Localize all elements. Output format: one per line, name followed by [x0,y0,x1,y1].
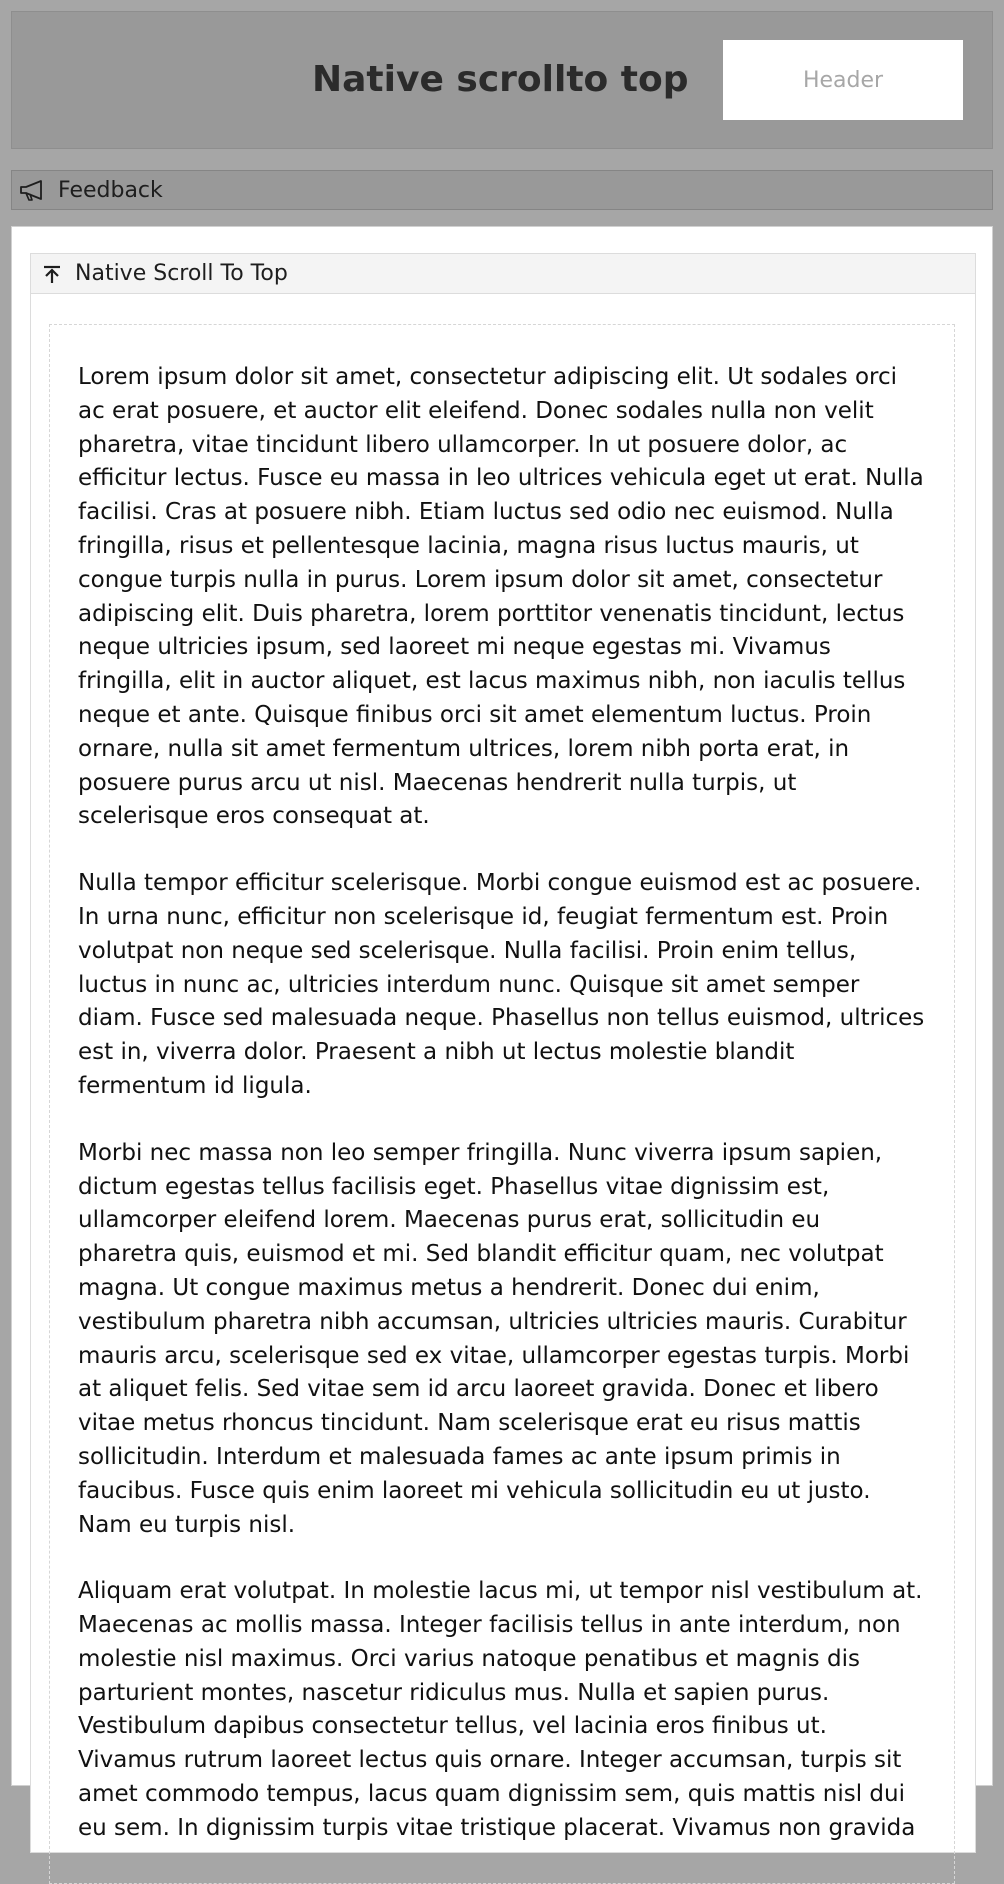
header-input[interactable] [723,40,963,120]
paragraph: Morbi nec massa non leo semper fringilla. Nunc viverra ipsum sapien, dictum egestas tellus facilisis eget. Phasellus vitae dignissim est, ullamcorper eleifend lorem. Maecenas purus erat, sollicitudin eu pharetra quis, euismod et mi. Sed blandit efficitur quam, nec volutpat magna. Ut congue maximus metus a hendrerit. Donec dui enim, vestibulum pharetra nibh accumsan, ultricies ultricies mauris. Curabitur mauris arcu, scelerisque sed ex vitae, ullamcorper egestas turpis. Morbi at aliquet felis. Sed vitae sem id arcu laoreet gravida. Donec et libero vitae metus rhoncus tincidunt. Nam scelerisque erat eu risus mattis sollicitudin. Interdum et malesuada fames ac ante ipsum primis in faucibus. Fusce quis enim laoreet mi vehicula sollicitudin eu ut justo. Nam eu turpis nisl. [78,1139,910,1538]
scroll-content[interactable] [49,324,955,1884]
paragraph: Lorem ipsum dolor sit amet, consectetur adipiscing elit. Ut sodales orci ac erat posuere, et auctor elit eleifend. Donec sodales nulla non velit pharetra, vitae tincidunt libero ullamcorper. In ut posuere dolor, ac efficitur lectus. Fusce eu massa in leo ultrices vehicula eget ut erat. Nulla facilisi. Cras at posuere nibh. Etiam luctus sed odio nec euismod. Nulla fringilla, risus et pellentesque lacinia, magna risus luctus mauris, ut congue turpis nulla in purus. Lorem ipsum dolor sit amet, consectetur adipiscing elit. Duis pharetra, lorem porttitor venenatis tincidunt, lectus neque ultricies ipsum, sed laoreet mi neque egestas mi. Vivamus fringilla, elit in auctor aliquet, est lacus maximus nibh, non iaculis tellus neque et ante. Quisque finibus orci sit amet elementum luctus. Proin ornare, nulla sit amet fermentum ultrices, lorem nibh porta erat, in posuere purus arcu ut nisl. Maecenas hendrerit nulla turpis, ut scelerisque eros consequat at. [78,364,924,830]
panel-header[interactable] [31,254,975,294]
page-title: Native scrollto top [312,59,689,100]
paragraph: Nulla tempor efficitur scelerisque. Morbi congue euismod est ac posuere. In urna nunc, efficitur non scelerisque id, feugiat fermentum est. Proin volutpat non neque sed scelerisque. Nulla facilisi. Proin enim tellus, luctus in nunc ac, ultricies interdum nunc. Quisque sit amet semper diam. Fusce sed malesuada neque. Phasellus non tellus euismod, ultrices est in, viverra dolor. Praesent a nibh ut lectus molestie blandit fermentum id ligula. [78,870,925,1099]
arrow-to-top-icon [41,263,63,285]
feedback-label: Feedback [58,177,163,203]
feedback-button[interactable] [11,170,993,210]
megaphone-icon [18,177,48,203]
content-card [11,226,993,1841]
panel-title: Native Scroll To Top [75,261,288,286]
scroll-to-top-panel [30,253,976,1853]
paragraph: Aliquam erat volutpat. In molestie lacus mi, ut tempor nisl vestibulum at. Maecenas ac mollis massa. Integer facilisis tellus in ante interdum, non molestie nisl maximus. Orci varius natoque penatibus et magnis dis parturient montes, nascetur ridiculus mus. Nulla et sapien purus. Vestibulum dapibus consectetur tellus, vel lacinia eros finibus ut. Vivamus rutrum laoreet lectus quis ornare. Integer accumsan, turpis sit amet commodo tempus, lacus quam dignissim sem, quis mattis nisl dui eu sem. In dignissim turpis vitae tristique placerat. Vivamus non gravida [78,1578,923,1841]
page-header [11,11,993,149]
